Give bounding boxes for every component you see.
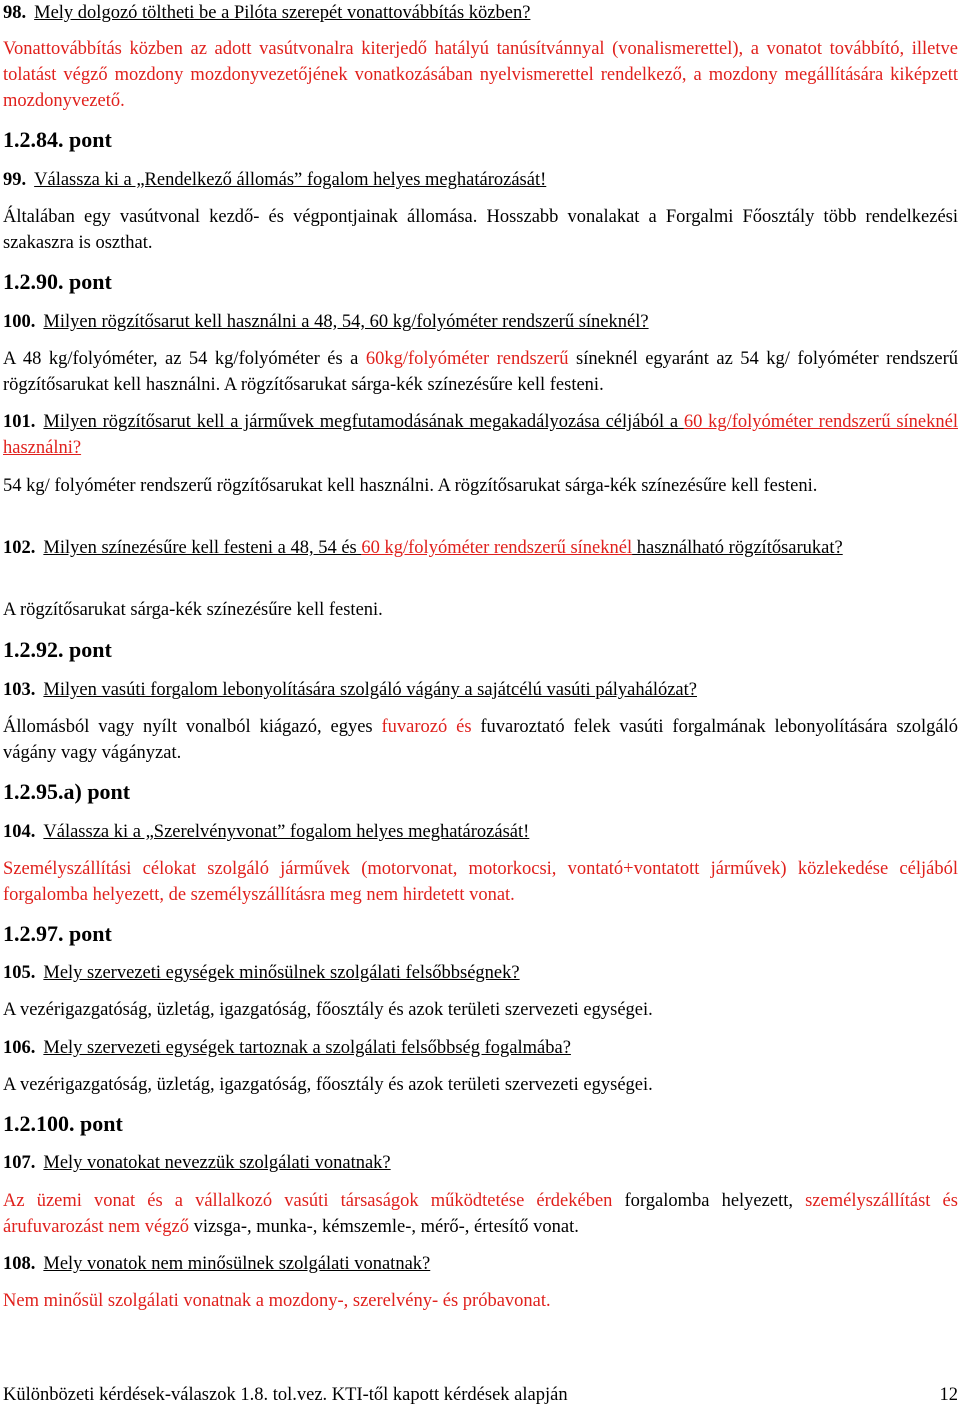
question-text: Válassza ki a „Rendelkező állomás” fogalom helyes meghatározását! <box>34 170 547 190</box>
question-text: Milyen színezésűre kell festeni a 48, 54 és <box>43 538 362 558</box>
question-number: 106. <box>3 1038 36 1058</box>
section-heading: 1.2.97. pont <box>3 921 112 946</box>
question-102 <box>3 535 958 561</box>
answer-102: A rögzítősarukat sárga-kék színezésűre kell festeni. <box>3 600 383 620</box>
question-text: Mely szervezeti egységek tartoznak a szolgálati felsőbbség fogalmába? <box>43 1038 571 1058</box>
question-text: Mely dolgozó töltheti be a Pilóta szerepét vonattovábbítás közben? <box>34 3 531 23</box>
answer-text-highlight: személyszállítást és árufuvarozást nem végző <box>3 1191 958 1237</box>
question-99 <box>3 167 958 193</box>
answer-text-highlight: Az üzemi vonat és a vállalkozó vasúti társaságok működtetése érdekében <box>3 1191 613 1211</box>
section-heading: 1.2.90. pont <box>3 269 112 294</box>
question-text: használható rögzítősarukat? <box>632 538 843 558</box>
question-101 <box>3 409 958 461</box>
question-106 <box>3 1035 958 1061</box>
answer-text-highlight: 60kg/folyóméter rendszerű <box>365 349 569 369</box>
answer-105: A vezérigazgatóság, üzletág, igazgatóság, főosztály és azok területi szervezeti egységei. <box>3 1000 653 1020</box>
question-text-highlight: 60 kg/folyóméter rendszerű síneknél használni? <box>3 412 958 458</box>
page-number: 12 <box>939 1385 958 1405</box>
question-number: 101. <box>3 412 36 432</box>
answer-106: A vezérigazgatóság, üzletág, igazgatóság, főosztály és azok területi szervezeti egységei. <box>3 1075 653 1095</box>
question-98 <box>3 0 958 26</box>
answer-text: A 48 kg/folyóméter, az 54 kg/folyóméter és a <box>3 349 366 369</box>
answer-text: forgalomba helyezett, <box>612 1191 806 1211</box>
section-heading: 1.2.84. pont <box>3 127 112 152</box>
answer-99: Általában egy vasútvonal kezdő- és végpontjainak állomása. Hosszabb vonalakat a Forgalmi Főosztály több rendelkezési szakaszra is oszthat. <box>3 207 958 253</box>
question-105 <box>3 960 958 986</box>
answer-108: Nem minősül szolgálati vonatnak a mozdony-, szerelvény- és próbavonat. <box>3 1291 551 1311</box>
question-number: 100. <box>3 312 36 332</box>
question-number: 102. <box>3 538 36 558</box>
question-text: Milyen rögzítősarut kell használni a 48, 54, 60 kg/folyóméter rendszerű síneknél? <box>43 312 649 332</box>
question-text: Mely vonatok nem minősülnek szolgálati vonatnak? <box>43 1254 431 1274</box>
answer-98: Vonattovábbítás közben az adott vasútvonalra kiterjedő hatályú tanúsítvánnyal (vonalismerettel), a vonatot továbbító, illetve tolatást végző mozdony mozdonyvezetőjének vonatkozásában nyelvismerettel rendelkező, a mozdony megállítására kiképzett mozdonyvezető. <box>3 39 958 111</box>
question-number: 98. <box>3 3 27 23</box>
question-100 <box>3 309 958 335</box>
answer-107 <box>3 1188 958 1240</box>
question-107 <box>3 1150 958 1176</box>
answer-text-highlight: fuvarozó és <box>381 717 472 737</box>
section-heading: 1.2.100. pont <box>3 1111 123 1136</box>
question-text: Mely vonatokat nevezzük szolgálati vonatnak? <box>43 1153 391 1173</box>
section-heading: 1.2.92. pont <box>3 637 112 662</box>
answer-100 <box>3 346 958 398</box>
section-heading: 1.2.95.a) pont <box>3 779 131 804</box>
question-number: 99. <box>3 170 27 190</box>
question-103 <box>3 677 958 703</box>
question-number: 108. <box>3 1254 36 1274</box>
answer-text: fuvaroztató felek vasúti forgalmának lebonyolítására szolgáló vágány vagy vágányzat. <box>3 717 958 763</box>
answer-104: Személyszállítási célokat szolgáló járművek (motorvonat, motorkocsi, vontató+vontatott járművek) közlekedése céljából forgalomba helyezett, de személyszállításra meg nem hirdetett vonat. <box>3 859 958 905</box>
footer-text: Különbözeti kérdések-válaszok 1.8. tol.vez. KTI-től kapott kérdések alapján <box>3 1385 568 1405</box>
question-number: 104. <box>3 822 36 842</box>
question-text: Milyen rögzítősarut kell a járművek megfutamodásának megakadályozása céljából a <box>43 412 684 432</box>
answer-103 <box>3 714 958 766</box>
question-text: Milyen vasúti forgalom lebonyolítására szolgáló vágány a sajátcélú vasúti pályahálózat? <box>43 680 697 700</box>
question-108 <box>3 1251 958 1277</box>
answer-text: síneknél egyaránt az 54 kg/ folyóméter rendszerű rögzítősarukat kell használni. A rögzítősarukat sárga-kék színezésűre kell festeni. <box>3 349 959 395</box>
question-text-highlight: 60 kg/folyóméter rendszerű síneknél <box>361 538 633 558</box>
question-number: 107. <box>3 1153 36 1173</box>
answer-text: Állomásból vagy nyílt vonalból kiágazó, egyes <box>3 717 382 737</box>
page-footer <box>3 1383 958 1407</box>
question-104 <box>3 819 958 845</box>
answer-101: 54 kg/ folyóméter rendszerű rögzítősarukat kell használni. A rögzítősarukat sárga-kék színezésűre kell festeni. <box>3 476 818 496</box>
question-number: 103. <box>3 680 36 700</box>
answer-text: vizsga-, munka-, kémszemle-, mérő-, értesítő vonat. <box>188 1217 579 1237</box>
question-text: Válassza ki a „Szerelvényvonat” fogalom helyes meghatározását! <box>43 822 530 842</box>
question-text: Mely szervezeti egységek minősülnek szolgálati felsőbbségnek? <box>43 963 520 983</box>
question-number: 105. <box>3 963 36 983</box>
